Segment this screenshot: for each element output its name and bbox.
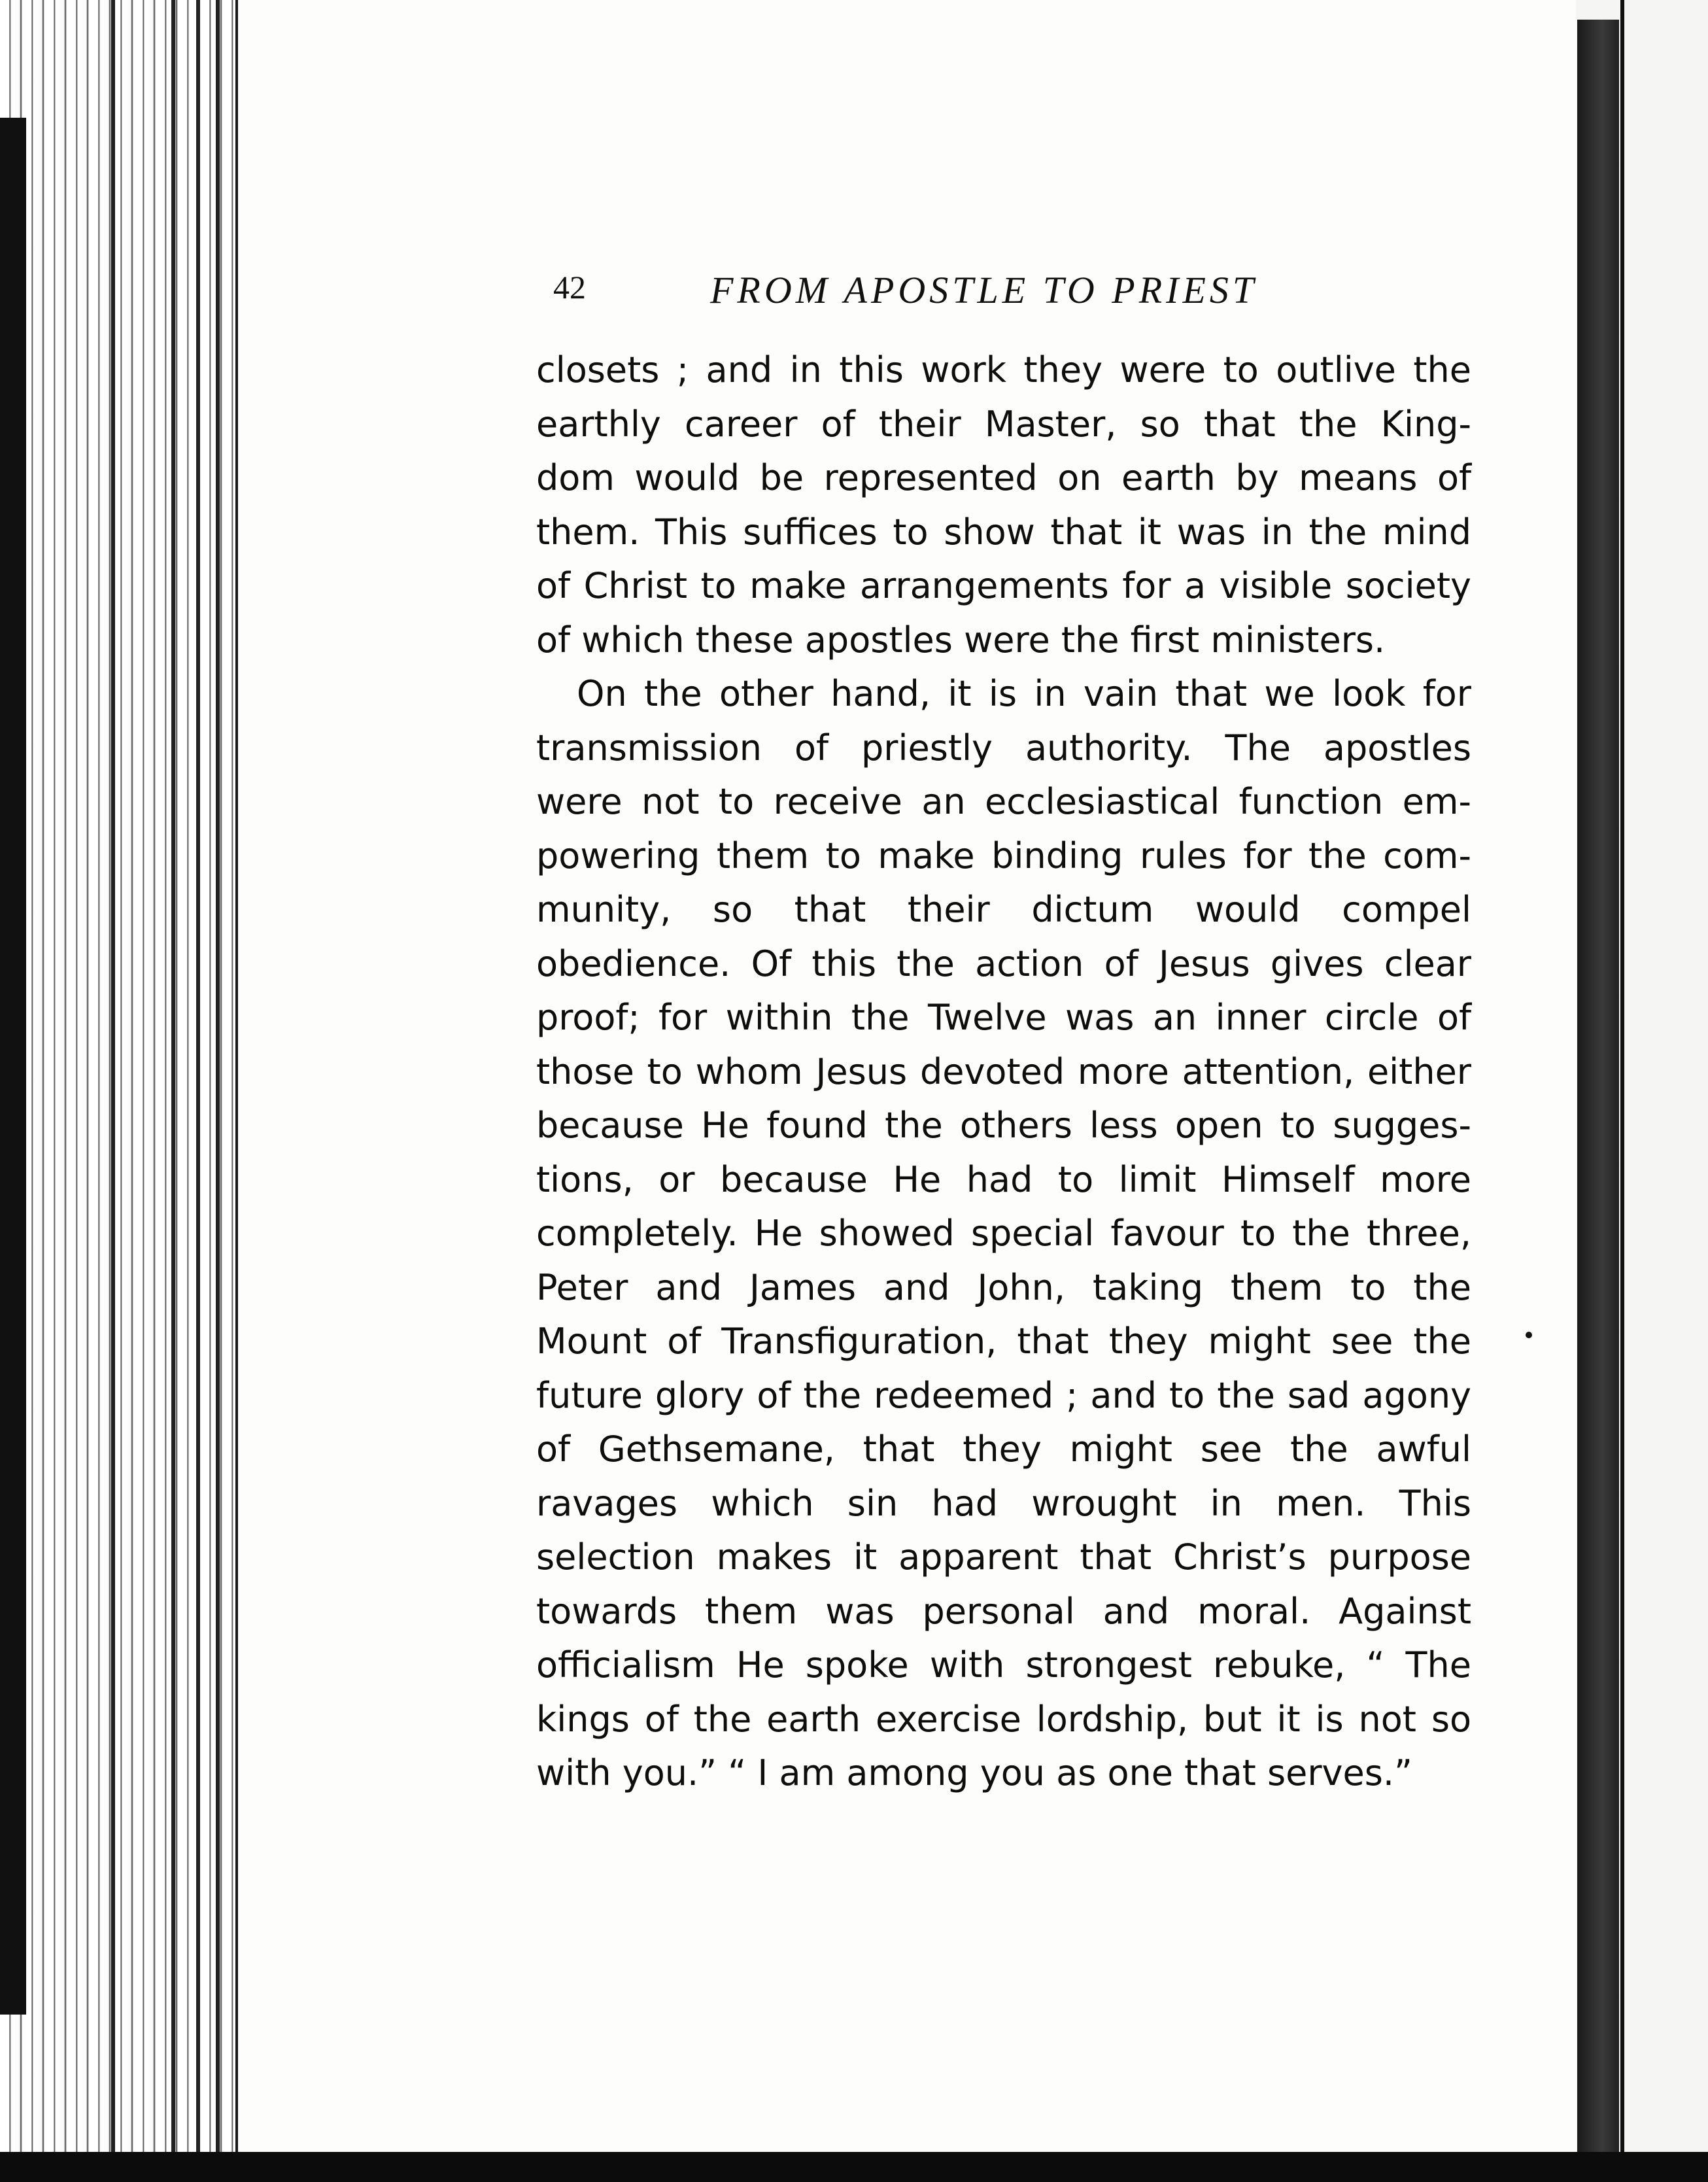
text-line: completely. He showed special favour to the three, xyxy=(536,1213,1471,1254)
bottom-shadow-bar xyxy=(0,2152,1708,2182)
text-line: transmission of priestly authority. The apostles xyxy=(536,727,1471,769)
text-line: munity, so that their dictum would compel xyxy=(536,889,1471,930)
text-line: officialism He spoke with strongest rebuke, “ The xyxy=(536,1644,1471,1686)
page-number: 42 xyxy=(553,269,586,305)
text-line: were not to receive an ecclesiastical function em- xyxy=(536,781,1471,822)
page-speck xyxy=(1526,1332,1532,1338)
page-stack-line xyxy=(111,0,115,2182)
text-line: tions, or because He had to limit Himself more xyxy=(536,1158,1471,1200)
page-stack-line xyxy=(171,0,175,2182)
text-line: of which these apostles were the first ministers. xyxy=(536,619,1386,661)
right-edge-shadow xyxy=(1577,20,1619,2158)
text-line: because He found the others less open to sugges- xyxy=(536,1105,1471,1146)
text-line: with you.” “ I am among you as one that serves.” xyxy=(536,1752,1413,1793)
text-line: Mount of Transfiguration, that they might see the xyxy=(536,1321,1471,1362)
text-line: earthly career of their Master, so that the King- xyxy=(536,403,1471,445)
text-line: selection makes it apparent that Christ’s purpose xyxy=(536,1536,1471,1578)
text-line: kings of the earth exercise lordship, but it is not so xyxy=(536,1698,1471,1740)
text-line: dom would be represented on earth by means of xyxy=(536,457,1471,498)
text-line: powering them to make binding rules for the com- xyxy=(536,835,1471,876)
book-page-stack-left xyxy=(0,0,235,2182)
text-line: towards them was personal and moral. Against xyxy=(536,1590,1471,1632)
running-title: FROM APOSTLE TO PRIEST xyxy=(710,269,1258,311)
text-line: On the other hand, it is in vain that we look for xyxy=(577,673,1471,714)
text-line: of Gethsemane, that they might see the awful xyxy=(536,1429,1471,1470)
page-stack-line xyxy=(196,0,200,2182)
text-line: ravages which sin had wrought in men. This xyxy=(536,1482,1471,1524)
text-line: obedience. Of this the action of Jesus gives clear xyxy=(536,943,1471,984)
page-stack-line xyxy=(216,0,220,2182)
text-line: future glory of the redeemed ; and to the sad agony xyxy=(536,1374,1471,1416)
body-text xyxy=(536,343,1471,1801)
book-spine-shadow xyxy=(0,118,26,2015)
text-line: closets ; and in this work they were to outlive the xyxy=(536,349,1471,390)
running-head xyxy=(553,268,1318,320)
text-line: those to whom Jesus devoted more attention, either xyxy=(536,1050,1471,1092)
text-line: proof; for within the Twelve was an inner circle of xyxy=(536,997,1471,1038)
text-line: Peter and James and John, taking them to the xyxy=(536,1266,1471,1308)
text-line: of Christ to make arrangements for a visible society xyxy=(536,565,1471,606)
text-line: them. This suffices to show that it was in the mind xyxy=(536,511,1471,553)
right-edge-line xyxy=(1620,0,1624,2182)
